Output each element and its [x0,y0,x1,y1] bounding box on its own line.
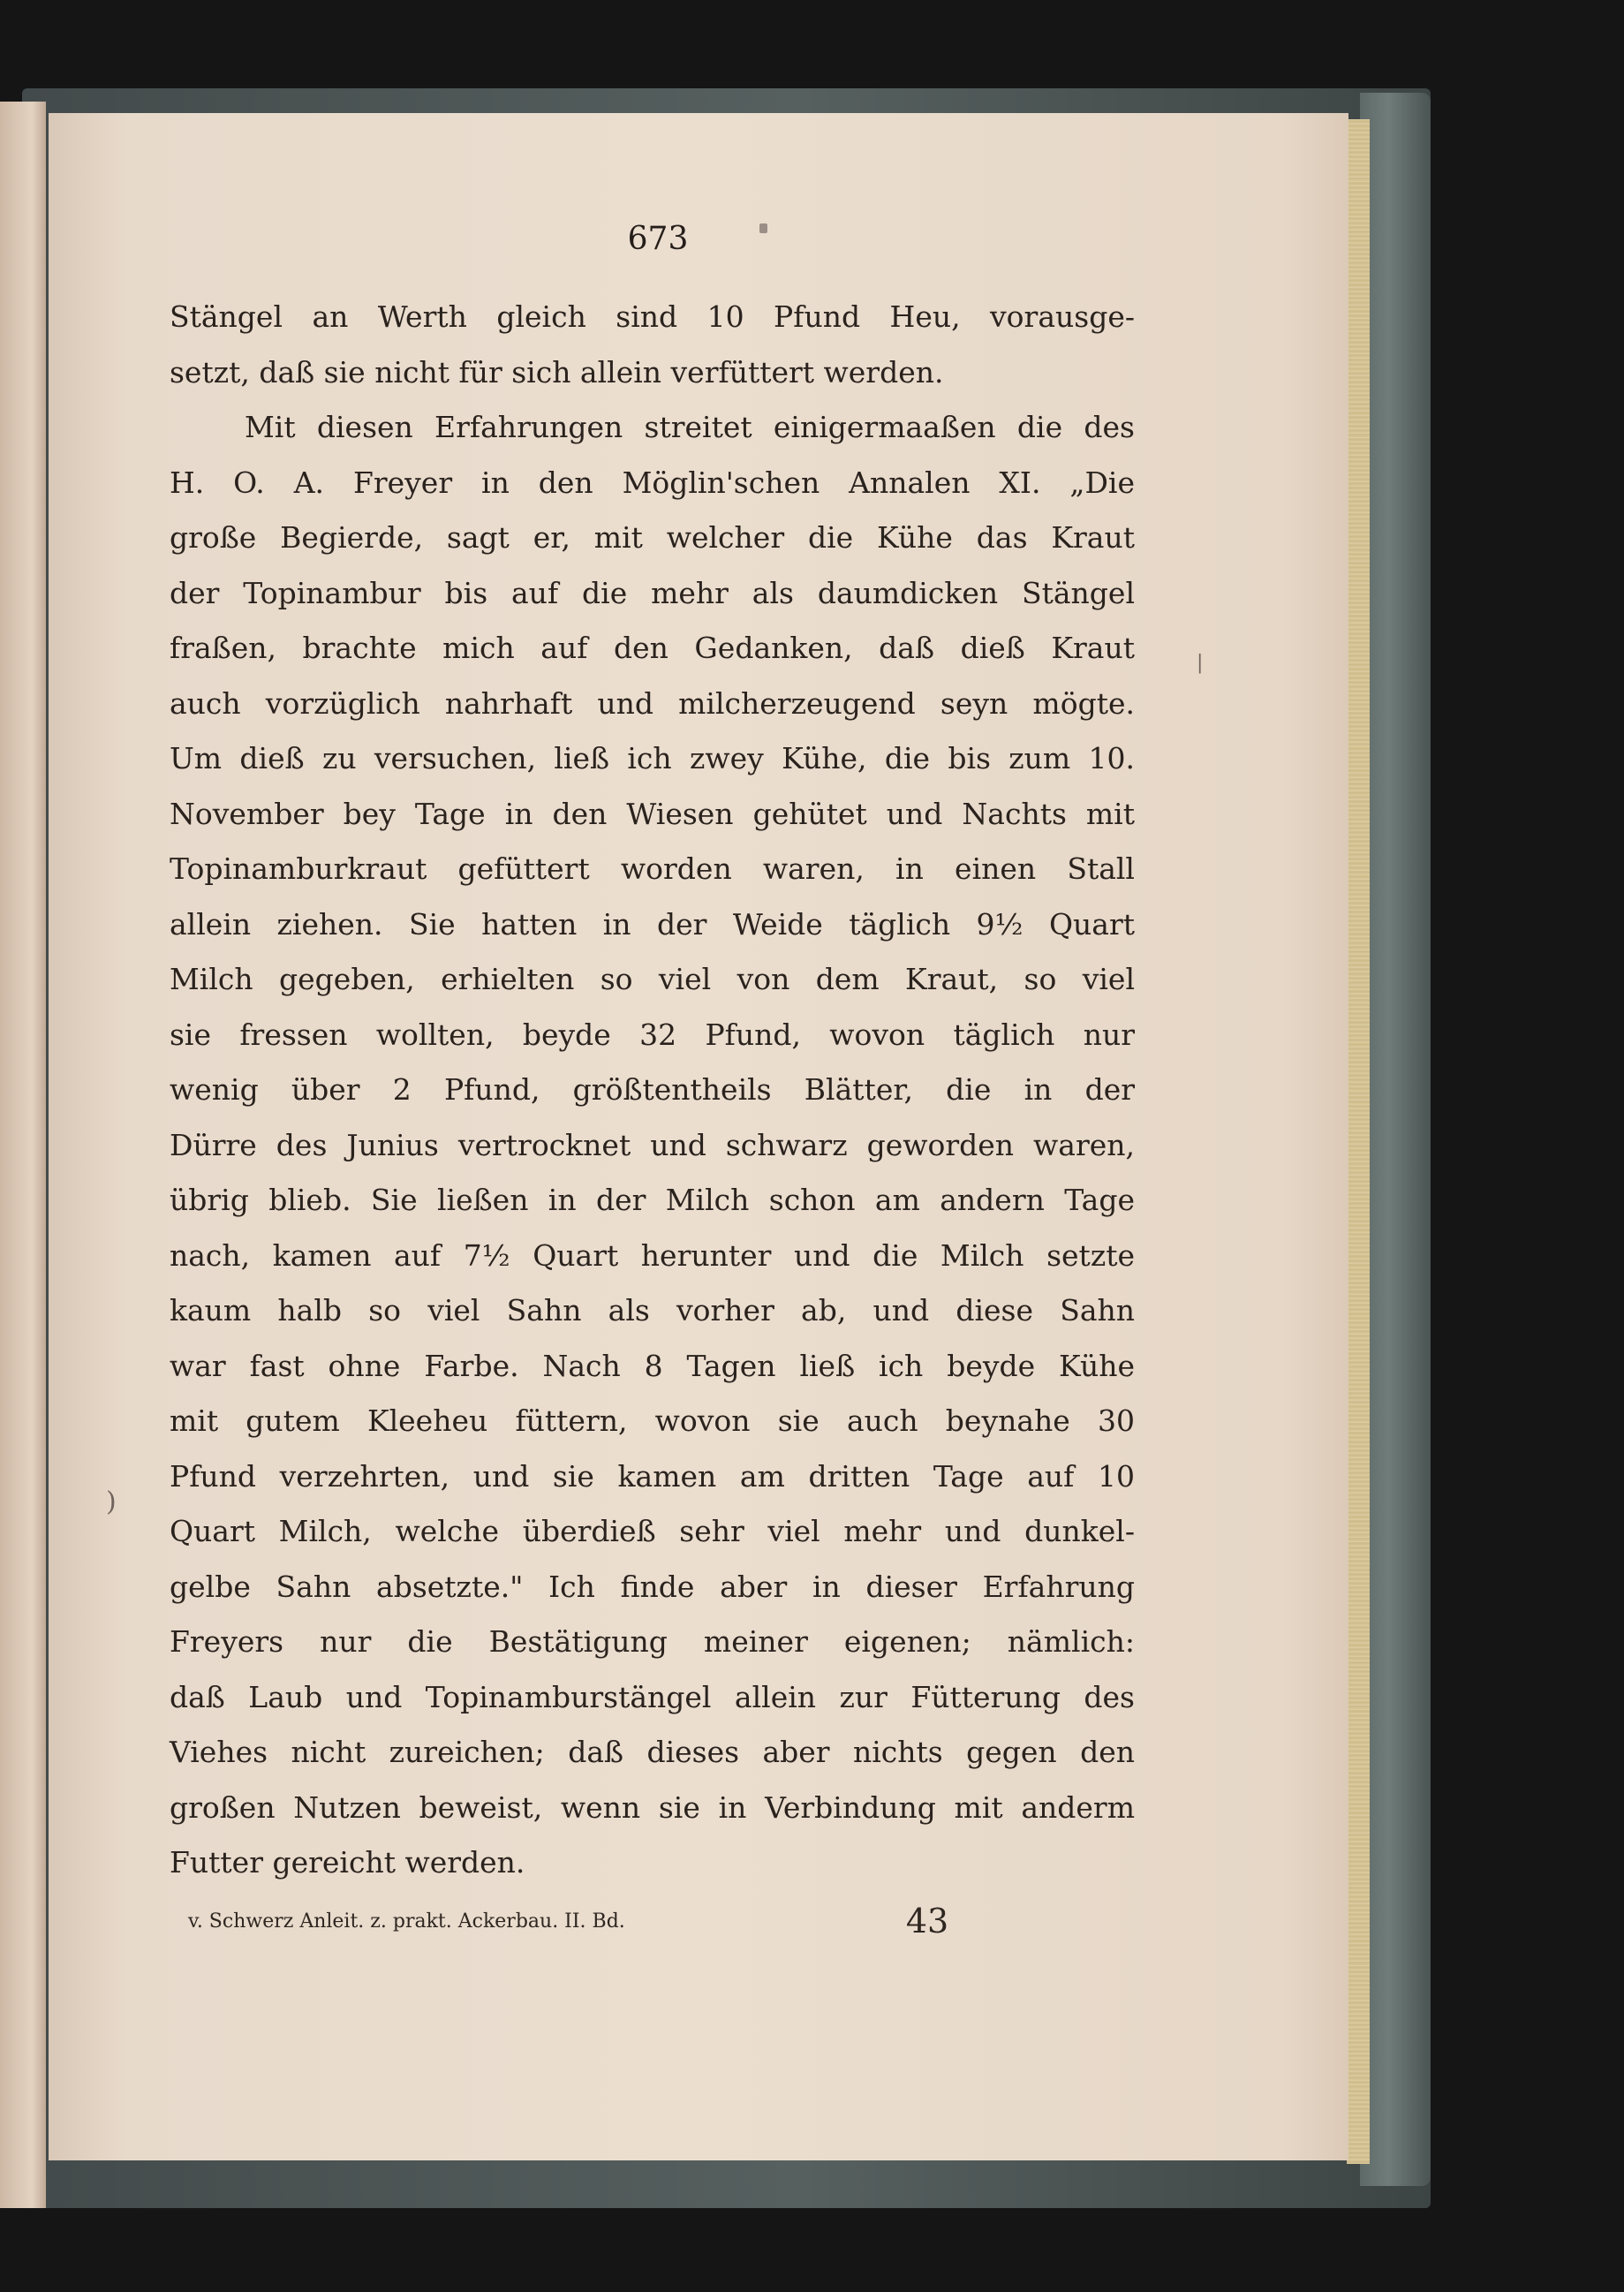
text-line: fraßen, brachte mich auf den Gedanken, daß dieß Kraut [170,631,1135,665]
text-line: November bey Tage in den Wiesen gehütet und Nachts mit [170,796,1135,831]
text-line: der Topinambur bis auf die mehr als daumdicken Stängel [170,575,1135,610]
page-number: 673 [627,221,689,257]
text-line: Milch gegeben, erhielten so viel von dem Kraut, so viel [170,962,1135,996]
text-line: setzt, daß sie nicht für sich allein verfüttert werden. [170,354,944,390]
text-line: Futter gereicht werden. [170,1845,525,1880]
margin-mark: | [1197,652,1204,674]
text-line: große Begierde, sagt er, mit welcher die Kühe das Kraut [170,520,1135,555]
text-line: Quart Milch, welche überdieß sehr viel mehr und dunkel- [170,1514,1135,1548]
text-line: gelbe Sahn absetzte." Ich finde aber in dieser Erfahrung [170,1569,1135,1604]
text-line: kaum halb so viel Sahn als vorher ab, und diese Sahn [170,1293,1135,1328]
text-line: Mit diesen Erfahrungen streitet einigermaaßen die des [245,410,1135,444]
footer-note: v. Schwerz Anleit. z. prakt. Ackerbau. II. Bd. [188,1910,625,1933]
body-text [170,290,1135,1891]
text-line: sie fressen wollten, beyde 32 Pfund, wovon täglich nur [170,1017,1135,1052]
text-line: war fast ohne Farbe. Nach 8 Tagen ließ ich beyde Kühe [170,1348,1135,1383]
text-line: Stängel an Werth gleich sind 10 Pfund Heu, vorausge- [170,299,1135,334]
text-line: Viehes nicht zureichen; daß dieses aber nichts gegen den [170,1735,1135,1769]
text-line: übrig blieb. Sie ließen in der Milch schon am andern Tage [170,1183,1135,1217]
text-line: Pfund verzehrten, und sie kamen am dritten Tage auf 10 [170,1458,1135,1494]
page-block-edge [1347,119,1370,2164]
text-line: Topinamburkraut gefüttert worden waren, in einen Stall [170,851,1135,886]
signature-mark: 43 [905,1902,949,1940]
text-line: Um dieß zu versuchen, ließ ich zwey Kühe, die bis zum 10. [170,741,1135,775]
text-line: großen Nutzen beweist, wenn sie in Verbindung mit anderm [170,1789,1135,1825]
cover-right-edge [1360,93,1431,2186]
ink-spot [759,223,767,233]
margin-mark: ) [106,1486,117,1517]
text-line: H. O. A. Freyer in den Möglin'schen Annalen XI. „Die [170,465,1135,500]
text-line: mit gutem Kleeheu füttern, wovon sie auch beynahe 30 [170,1403,1135,1438]
text-line: nach, kamen auf 7½ Quart herunter und die Milch setzte [170,1237,1135,1273]
text-line: auch vorzüglich nahrhaft und milcherzeugend seyn mögte. [170,685,1135,721]
text-line: Freyers nur die Bestätigung meiner eigenen; nämlich: [170,1624,1135,1659]
text-line: Dürre des Junius vertrocknet und schwarz geworden waren, [170,1127,1135,1162]
text-line: allein ziehen. Sie hatten in der Weide täglich 9½ Quart [170,906,1135,942]
text-line: wenig über 2 Pfund, größtentheils Blätter, die in der [170,1072,1135,1107]
text-line: daß Laub und Topinamburstängel allein zur Fütterung des [170,1679,1135,1714]
facing-page-edge [0,102,46,2208]
